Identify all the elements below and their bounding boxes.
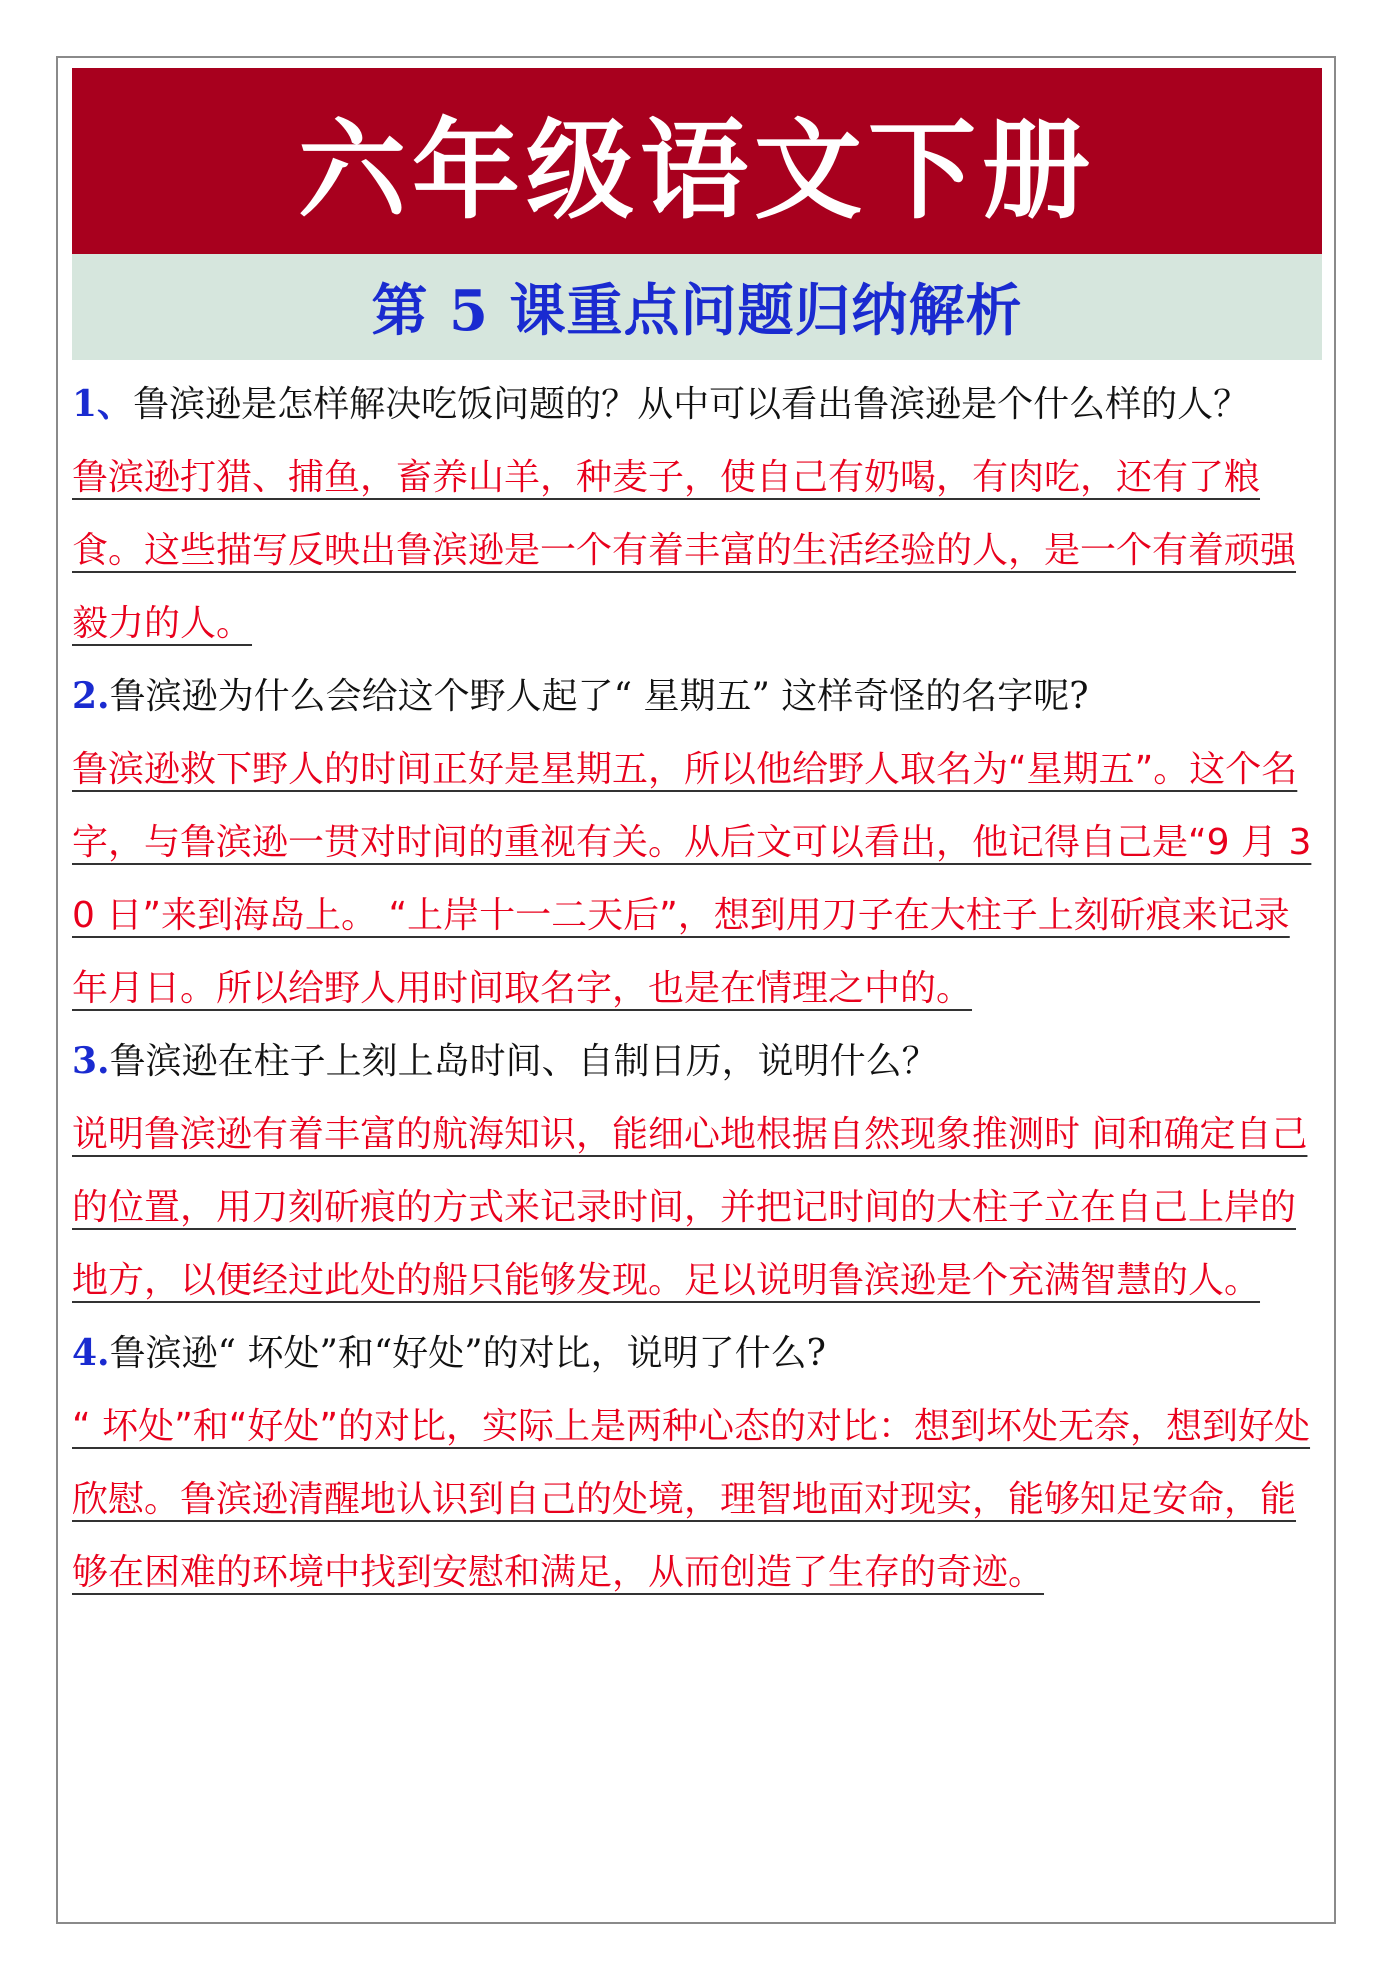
answer-1	[72, 441, 1324, 660]
question-text: 鲁滨逊“ 坏处”和“好处”的对比，说明了什么?	[109, 1333, 826, 1374]
qa-item-2	[72, 660, 1324, 1025]
question-3	[72, 1025, 1324, 1098]
answer-text: 说明鲁滨逊有着丰富的航海知识，能细心地根据自然现象推测时 间和确定自己的位置，用刀刻斫痕的方式来记录时间，并把记时间的大柱子立在自己上岸的地方，以便经过此处的船只能够发现。足以说明鲁滨逊是个充满智慧的人。	[72, 1114, 1308, 1301]
question-4	[72, 1317, 1324, 1390]
question-text: 鲁滨逊为什么会给这个野人起了“ 星期五” 这样奇怪的名字呢?	[109, 676, 1089, 717]
question-number: 3.	[72, 1040, 110, 1082]
question-number: 4.	[72, 1332, 110, 1374]
question-1	[72, 368, 1324, 441]
question-2	[72, 660, 1324, 733]
qa-item-4	[72, 1317, 1324, 1609]
question-number: 2.	[72, 675, 110, 717]
qa-item-3	[72, 1025, 1324, 1317]
page-title: 六年级语文下册	[297, 107, 1096, 234]
question-number: 1、	[72, 383, 134, 425]
qa-list	[72, 368, 1324, 1609]
page-frame	[56, 56, 1336, 1924]
answer-3	[72, 1098, 1324, 1317]
title-banner	[72, 68, 1322, 254]
answer-4	[72, 1390, 1324, 1609]
question-text: 鲁滨逊在柱子上刻上岛时间、自制日历，说明什么？	[109, 1041, 938, 1082]
answer-2	[72, 733, 1324, 1025]
answer-text: “ 坏处”和“好处”的对比，实际上是两种心态的对比：想到坏处无奈，想到好处欣慰。鲁滨逊清醒地认识到自己的处境，理智地面对现实，能够知足安命，能够在困难的环境中找到安慰和满足，从而创造了生存的奇迹。	[72, 1406, 1311, 1593]
page-subtitle: 第 5 课重点问题归纳解析	[371, 278, 1023, 344]
qa-item-1	[72, 368, 1324, 660]
answer-text: 鲁滨逊救下野人的时间正好是星期五，所以他给野人取名为“星期五”。这个名字，与鲁滨逊一贯对时间的重视有关。从后文可以看出，他记得自己是“9 月 30 日”来到海岛上。 “上岸十一二天后”，想到用刀子在大柱子上刻斫痕来记录年月日。所以给野人用时间取名字，也是在情理之中的。	[72, 749, 1312, 1009]
question-text: 鲁滨逊是怎样解决吃饭问题的？从中可以看出鲁滨逊是个什么样的人？	[133, 384, 1250, 425]
subtitle-banner	[72, 254, 1322, 360]
answer-text: 鲁滨逊打猎、捕鱼，畜养山羊，种麦子，使自己有奶喝，有肉吃，还有了粮食。这些描写反映出鲁滨逊是一个有着丰富的生活经验的人，是一个有着顽强毅力的人。	[72, 457, 1297, 644]
